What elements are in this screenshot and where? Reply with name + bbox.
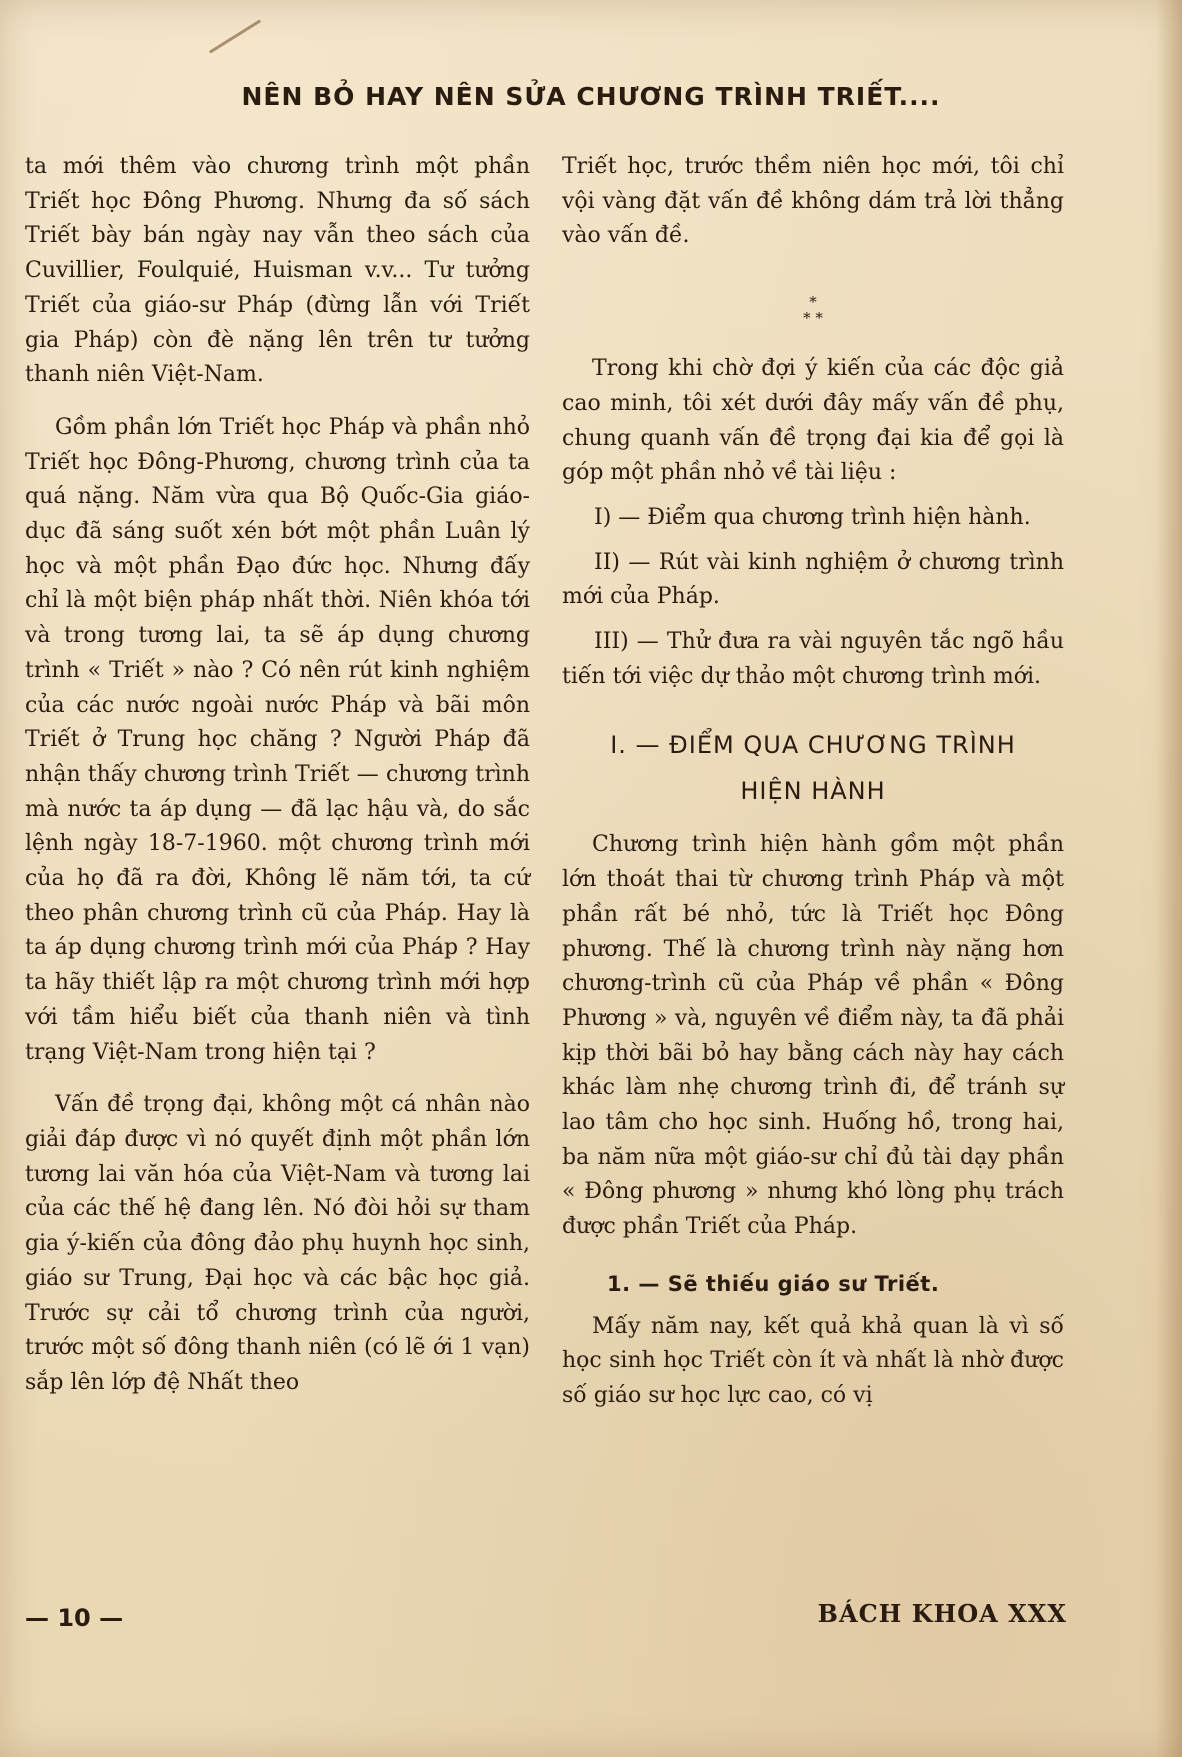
- sub-heading: 1. — Sẽ thiếu giáo sư Triết.: [607, 1271, 940, 1296]
- paragraph: Vấn đề trọng đại, không một cá nhân nào giải đáp được vì nó quyết định một phần lớn tương lai văn hóa của Việt-Nam và tương lai của các thế hệ đang lên. Nó đòi hỏi sự tham gia ý-kiến của đông đảo phụ huynh học sinh, giáo sư Trung, Đại học và các bậc học giả. Trước sự cải tổ chương trình của người, trước một số đông thanh niên (có lẽ ới 1 vạn) sắp lên lớp đệ Nhất theo: [25, 1092, 530, 1395]
- left-column: [25, 150, 530, 1401]
- section-title-line: I. — ĐIỂM QUA CHƯƠNG TRÌNH: [610, 731, 1016, 760]
- running-head: NÊN BỎ HAY NÊN SỬA CHƯƠNG TRÌNH TRIẾT....: [241, 82, 941, 111]
- star-bottom: * *: [803, 309, 823, 328]
- paragraph: Mấy năm nay, kết quả khả quan là vì số học sinh học Triết còn ít và nhất là nhờ được số giáo sư học lực cao, có vị: [562, 1313, 1064, 1408]
- section-title-line: HIỆN HÀNH: [740, 777, 886, 806]
- paragraph: ta mới thêm vào chương trình một phần Triết học Đông Phương. Nhưng đa số sách Triết bày bán ngày nay vẫn theo sách của Cuvillier, Foulquié, Huisman v.v... Tư tưởng Triết của giáo-sư Pháp (đừng lẫn với Triết gia Pháp) còn đè nặng lên trên tư tưởng thanh niên Việt-Nam.: [25, 154, 530, 388]
- paragraph: Triết học, trước thềm niên học mới, tôi chỉ vội vàng đặt vấn đề không dám trả lời thẳng vào vấn đề.: [562, 154, 1064, 249]
- page-edge-shadow: [1156, 0, 1182, 1757]
- section-title: [562, 722, 1064, 814]
- magazine-footer: BÁCH KHOA XXX: [817, 1599, 1067, 1628]
- star-top: *: [809, 293, 817, 312]
- paragraph: Trong khi chờ đợi ý kiến của các độc giả cao minh, tôi xét dưới đây mấy vấn đề phụ, chung quanh vấn đề trọng đại kia để gọi là góp một phần nhỏ về tài liệu :: [562, 356, 1064, 486]
- right-column: [562, 150, 1064, 1414]
- page-number: — 10 —: [25, 1604, 124, 1632]
- section-divider-stars: [562, 294, 1064, 326]
- list-item: III) — Thử đưa ra vài nguyên tắc ngõ hầu tiến tới việc dự thảo một chương trình mới.: [562, 629, 1064, 689]
- paragraph: Gồm phần lớn Triết học Pháp và phần nhỏ Triết học Đông-Phương, chương trình của ta quá nặng. Năm vừa qua Bộ Quốc-Gia giáo-dục đã sáng suốt xén bớt một phần Luân lý học và một phần Đạo đức học. Nhưng đấy chỉ là một biện pháp nhất thời. Niên khóa tới và trong tương lai, ta sẽ áp dụng chương trình « Triết » nào ? Có nên rút kinh nghiệm của các nước ngoài nước Pháp và bãi môn Triết ở Trung học chăng ? Người Pháp đã nhận thấy chương trình Triết — chương trình mà nước ta áp dụng — đã lạc hậu và, do sắc lệnh ngày 18-7-1960. một chương trình mới của họ đã ra đời, Không lẽ năm tới, ta cứ theo phân chương trình cũ của Pháp. Hay là ta áp dụng chương trình mới của Pháp ? Hay ta hãy thiết lập ra một chương trình mới hợp với tầm hiểu biết của thanh niên và tình trạng Việt-Nam trong hiện tại ?: [25, 414, 530, 1065]
- list-item: II) — Rút vài kinh nghiệm ở chương trình mới của Pháp.: [562, 549, 1064, 610]
- list-item: I) — Điểm qua chương trình hiện hành.: [594, 504, 1031, 530]
- pen-mark: [209, 19, 261, 53]
- paragraph: Chương trình hiện hành gồm một phần lớn thoát thai từ chương trình Pháp và một phần rất bé nhỏ, tức là Triết học Đông phương. Thế là chương trình này nặng hơn chương-trình cũ của Pháp về phần « Đông Phương » và, nguyên về điểm này, ta đã phải kịp thời bãi bỏ hay bằng cách này hay cách khác làm nhẹ chương trình đi, để tránh sự lao tâm cho học sinh. Huống hồ, trong hai, ba năm nữa một giáo-sư chỉ đủ tài dạy phần « Đông phương » nhưng khó lòng phụ trách được phần Triết của Pháp.: [562, 832, 1064, 1240]
